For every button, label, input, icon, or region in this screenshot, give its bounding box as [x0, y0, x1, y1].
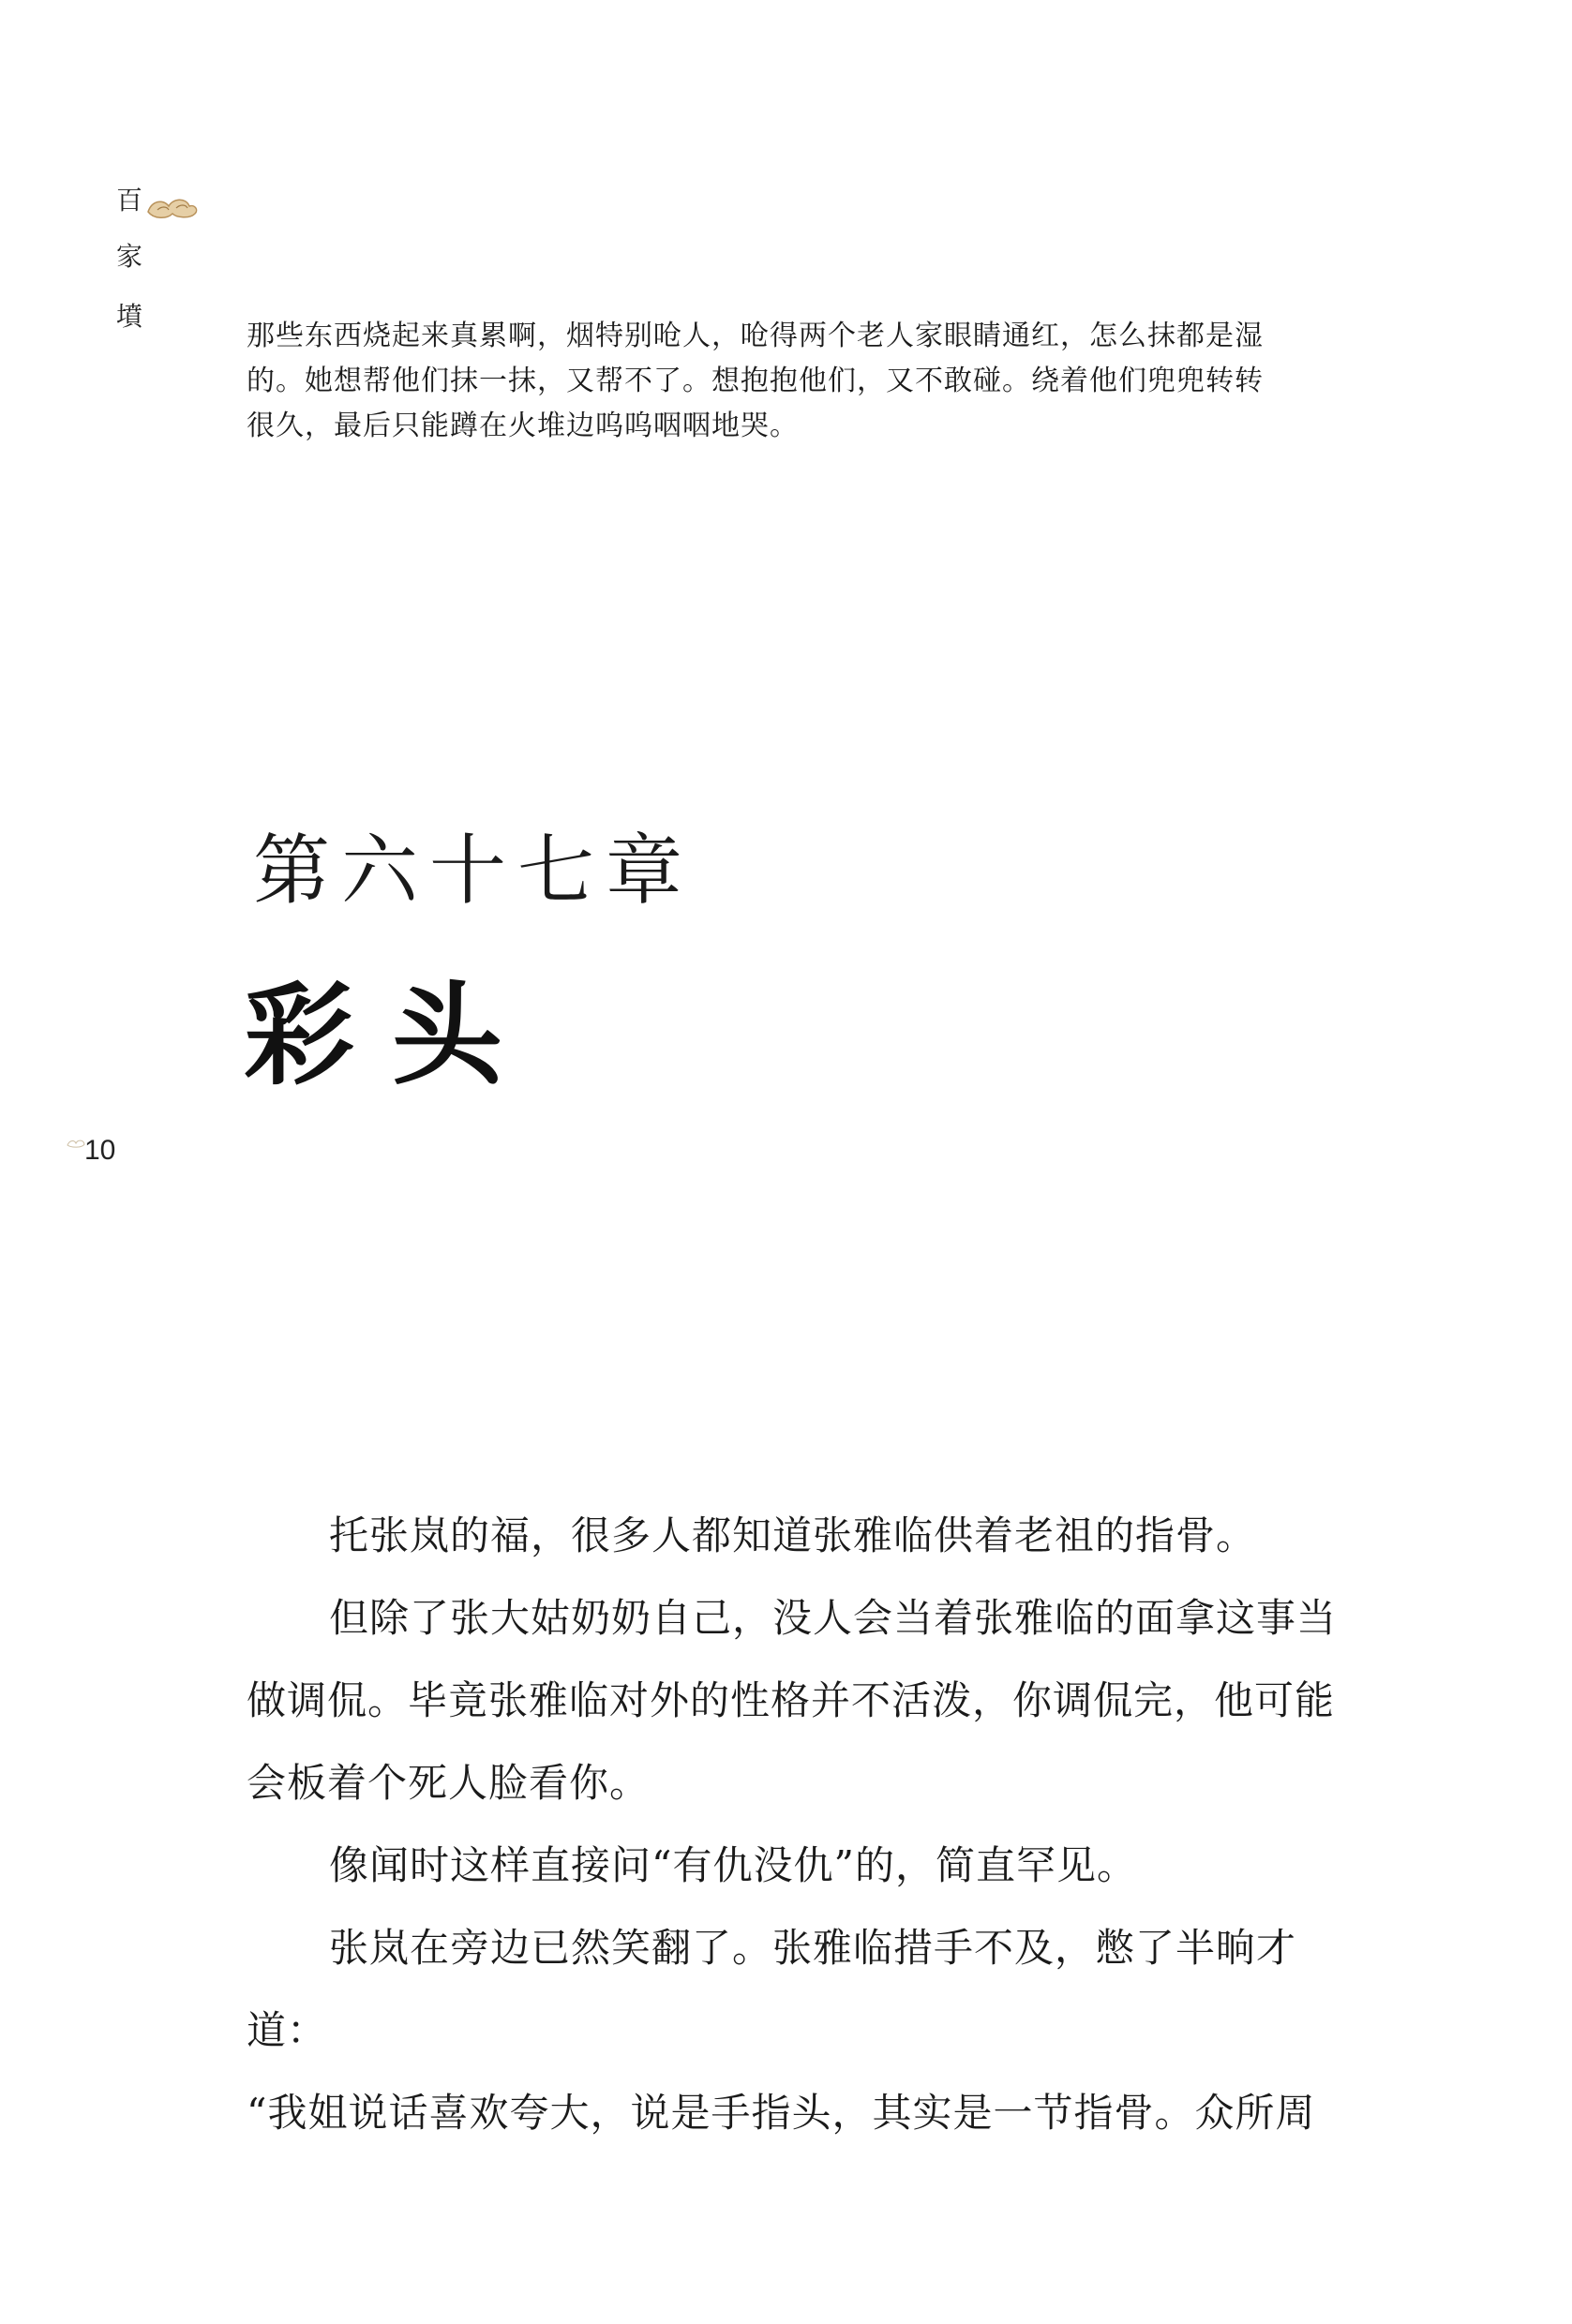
- cloud-ornament-icon: [66, 1136, 86, 1154]
- cloud-ornament-icon: [144, 191, 201, 227]
- body-paragraph: 但除了张大姑奶奶自己，没人会当着张雅临的面拿这事当做调侃。毕竟张雅临对外的性格并不活泼，你调侃完，他可能会板着个死人脸看你。: [247, 1595, 1338, 1806]
- body-paragraph: 像闻时这样直接问“有仇没仇”的，简直罕见。: [329, 1842, 1137, 1888]
- chapter-body: [247, 1495, 1371, 2154]
- running-head: [111, 187, 163, 347]
- running-head-char: 墳: [115, 301, 142, 332]
- body-paragraph: 托张岚的福，很多人都知道张雅临供着老祖的指骨。: [329, 1512, 1257, 1558]
- chapter-title: 彩头: [244, 970, 541, 1100]
- folio: [66, 1134, 141, 1171]
- running-head-char: 家: [115, 241, 142, 272]
- chapter-number: 第六十七章: [253, 827, 695, 916]
- body-paragraph-continued: “我姐说话喜欢夸大，说是手指头，其实是一节指骨。众所周: [247, 2090, 1316, 2136]
- body-paragraph: 张岚在旁边已然笑翻了。张雅临措手不及，憋了半晌才道：: [247, 1925, 1297, 2053]
- continuation-paragraph: 那些东西烧起来真累啊，烟特别呛人，呛得两个老人家眼睛通红，怎么抹都是湿的。她想帮他们抹一抹，又帮不了。想抱抱他们，又不敢碰。绕着他们兜兜转转很久，最后只能蹲在火堆边呜呜咽咽地哭。: [247, 320, 1264, 442]
- running-head-char: 百: [115, 185, 142, 216]
- page-number: 10: [84, 1135, 116, 1166]
